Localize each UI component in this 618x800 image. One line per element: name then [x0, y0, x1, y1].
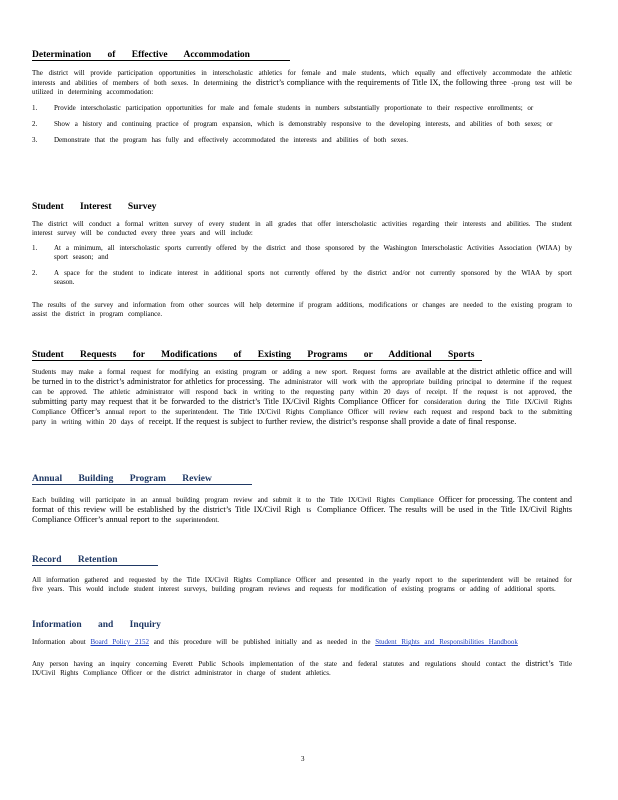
list-item: 2. Show a history and continuing practice of program expansion, which is demonstrably responsive to the developing interests, and abilities of both sexes; or: [32, 120, 553, 128]
list-item: 1. Provide interscholastic participation opportunities for male and female students in numbers substantially proportionate to their respective enrollments; or: [32, 104, 534, 112]
paragraph: All information gathered and requested by the Title IX/Civil Rights Compliance Officer and presented in the yearly report to the superintendent will be retained for five years. This would include student interest surveys, building program reviews and requests for modification of existing programs or adding of additional sports.: [32, 576, 572, 593]
paragraph: Each building will participate in an annual building program review and submit it to the Title IX/Civil Rights Compliance Officer for processing. The content and format of this review will be established by the district’s Title IX/Civil Righ ts Compliance Officer. The results will be used in the Title IX/Civil Rights Compliance Officer’s annual report to the superintendent.: [32, 495, 572, 524]
list-item: 2. A space for the student to indicate interest in additional sports not currently offered by the district and/or not currently sponsored by the WIAA by sport season.: [32, 269, 572, 286]
section-heading: Information and Inquiry: [32, 620, 161, 630]
section-heading: Student Requests for Modifications of Existing Programs or Additional Sports: [32, 350, 572, 361]
list-survey: [32, 244, 572, 287]
paragraph: The district will provide participation opportunities in interscholastic athletics for female and male students, which equally and effectively accommodate the athletic interests and abilities of members of both sexes. In determining the district’s compliance with the requirements of Title IX, the following three -prong test will be utilized in determining accommodation:: [32, 69, 573, 96]
section-heading: Determination of Effective Accommodation: [32, 50, 572, 61]
section-heading: Annual Building Program Review: [32, 474, 572, 485]
section-inquiry: [32, 620, 572, 678]
paragraph: The results of the survey and information from other sources will help determine if program additions, modifications or changes are needed to the existing program to assist the district in program compliance.: [32, 301, 572, 318]
section-review: [32, 474, 572, 525]
section-heading: Record Retention: [32, 555, 572, 566]
paragraph: Any person having an inquiry concerning Everett Public Schools implementation of the state and federal statutes and regulations should contact the district’s Title IX/Civil Rights Compliance Officer or the district administrator in charge of student athletics.: [32, 659, 572, 677]
page-number: 3: [301, 755, 305, 763]
board-policy-link[interactable]: Board Policy 2152: [90, 638, 149, 646]
section-survey: [32, 202, 572, 319]
section-retention: [32, 555, 572, 594]
paragraph: Students may make a formal request for modifying an existing program or adding a new sport. Request forms are available at the district athletic office and will be turned in to the district’s administrator for athletics for processing. The administrator will work with the appropriate building principal to determine if the request can be approved. The athletic administrator will respond back in writing to the requesting party within 20 days of receipt. If the request is not approved, the submitting party may request that it be forwarded to the district’s Title IX/Civil Rights Compliance Officer for consideration during the Title IX/Civil Rights Compliance Officer’s annual report to the superintendent. The Title IX/Civil Rights Compliance Officer will review each request and respond back to the submitting party in writing within 20 days of receipt. If the request is subject to further review, the district’s response shall provide a date of final response.: [32, 367, 573, 426]
list-item: 3. Demonstrate that the program has fully and effectively accommodated the interests and abilities of both sexes.: [32, 136, 408, 144]
paragraph: The district will conduct a formal written survey of every student in all grades that offer interscholastic activities regarding their interests and abilities. The student interest survey will be conducted every three years and will include:: [32, 220, 572, 237]
list-item: 1. At a minimum, all interscholastic sports currently offered by the district and those sponsored by the Washington Interscholastic Activities Association (WIAA) by sport season; and: [32, 244, 572, 261]
list-determination: [32, 104, 572, 145]
section-heading: Student Interest Survey: [32, 202, 157, 212]
section-requests: [32, 350, 572, 427]
section-determination: [32, 50, 572, 145]
paragraph: Information about Board Policy 2152 and this procedure will be published initially and as needed in the Student Rights and Responsibilities Handbook: [32, 638, 518, 646]
handbook-link[interactable]: Student Rights and Responsibilities Handbook: [375, 638, 518, 646]
